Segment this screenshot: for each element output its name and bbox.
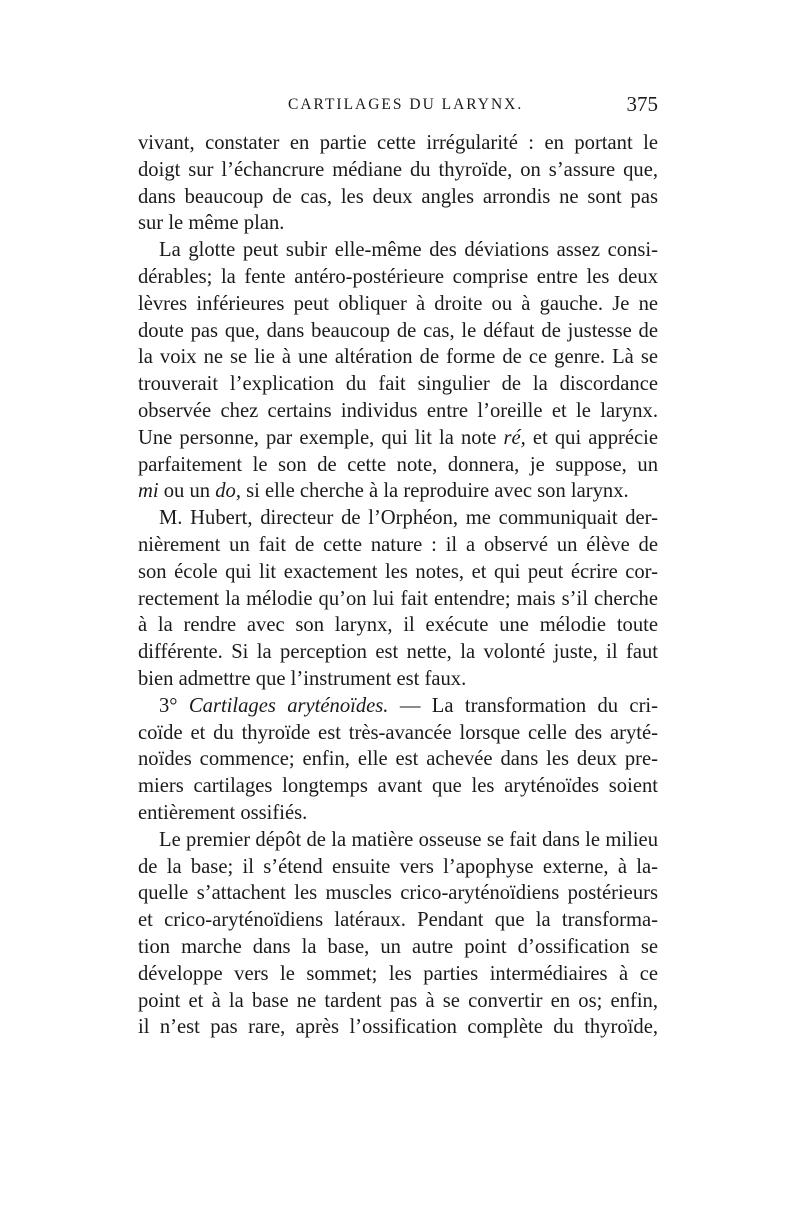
text-segment: dans beaucoup de cas, les deux angles arrondis ne sont pas [138,185,658,208]
text-segment: Une personne, par exemple, qui lit la note [138,426,504,449]
text-segment: coïde et du thyroïde est très-avancée lorsque celle des aryté- [138,721,658,744]
text-line [138,666,658,693]
text-segment: nièrement un fait de cette nature : il a observé un élève de [138,533,658,556]
text-segment: noïdes commence; enfin, elle est achevée dans les deux pre- [138,748,658,771]
text-line [138,827,658,854]
text-segment: et crico-aryténoïdiens latéraux. Pendant que la transforma- [138,909,658,932]
text-line [138,264,658,291]
text-line [138,478,658,505]
italic-text: mi [138,480,159,503]
text-segment: 3° [159,694,189,717]
text-segment: développe vers le sommet; les parties intermédiaires à ce [138,962,658,985]
text-segment: M. Hubert, directeur de l’Orphéon, me communiquait der- [159,507,658,530]
text-line [138,157,658,184]
text-line [138,532,658,559]
text-segment: vivant, constater en partie cette irrégularité : en portant le [138,132,658,154]
text-segment: La glotte peut subir elle-même des déviations assez consi- [159,239,658,262]
text-line [138,907,658,934]
text-segment: dérables; la fente antéro-postérieure comprise entre les deux [138,265,658,288]
text-segment: sur le même plan. [138,212,285,235]
text-line [138,880,658,907]
text-line [138,693,658,720]
text-segment: observée chez certains individus entre l’oreille et le larynx. [138,399,658,422]
running-title: CARTILAGES DU LARYNX. [288,96,524,113]
text-segment: différente. Si la perception est nette, la volonté juste, il faut [138,641,658,664]
text-line [138,854,658,881]
text-segment: de la base; il s’étend ensuite vers l’apophyse externe, à la- [138,855,658,878]
text-segment: lèvres inférieures peut obliquer à droite ou à gauche. Je ne [138,292,658,315]
text-line [138,425,658,452]
text-line [138,291,658,318]
running-head [138,92,658,122]
text-segment: à la rendre avec son larynx, il exécute une mélodie toute [138,614,658,637]
text-line [138,720,658,747]
text-line [138,586,658,613]
text-line [138,398,658,425]
text-segment: parfaitement le son de cette note, donnera, je suppose, un [138,453,658,476]
text-line [138,639,658,666]
text-segment: doute pas que, dans beaucoup de cas, le défaut de justesse de [138,319,658,342]
text-segment: point et à la base ne tardent pas à se convertir en os; enfin, [138,989,658,1012]
text-segment: bien admettre que l’instrument est faux. [138,667,467,690]
text-segment: Le premier dépôt de la matière osseuse se fait dans le milieu [159,828,658,851]
text-line [138,210,658,237]
text-line [138,237,658,264]
text-line [138,505,658,532]
text-segment: la voix ne se lie à une altération de forme de ce genre. Là se [138,346,658,369]
text-line [138,961,658,988]
text-line [138,559,658,586]
text-segment: quelle s’attachent les muscles crico-aryténoïdiens postérieurs [138,882,658,905]
text-segment: il n’est pas rare, après l’ossification complète du thyroïde, [138,1016,658,1039]
text-segment: son école qui lit exactement les notes, et qui peut écrire cor- [138,560,658,583]
text-line [138,344,658,371]
text-segment: et qui apprécie [525,426,659,449]
text-segment: — La transformation du cri- [388,694,659,717]
text-segment: rectement la mélodie qu’on lui fait entendre; mais s’il cherche [138,587,658,610]
text-segment: miers cartilages longtemps avant que les aryténoïdes soient [138,775,658,798]
text-line [138,746,658,773]
text-segment: doigt sur l’échancrure médiane du thyroïde, on s’assure que, [138,158,658,181]
text-line [138,773,658,800]
body-text [138,130,658,1041]
text-line [138,800,658,827]
text-line [138,130,658,157]
text-line [138,988,658,1015]
text-segment: ou un [158,480,216,503]
italic-text: do, [215,480,241,503]
text-line [138,184,658,211]
text-segment: si elle cherche à la reproduire avec son larynx. [240,480,629,503]
italic-text: Cartilages aryténoïdes. [188,694,389,717]
text-line [138,1014,658,1041]
text-line [138,318,658,345]
text-segment: trouverait l’explication du fait singulier de la discordance [138,373,658,396]
text-segment: entièrement ossifiés. [138,801,308,824]
text-line [138,371,658,398]
italic-text: ré, [503,426,526,449]
text-segment: tion marche dans la base, un autre point d’ossification se [138,935,658,958]
text-line [138,934,658,961]
text-line [138,612,658,639]
text-line [138,452,658,479]
page-number: 375 [626,92,658,116]
